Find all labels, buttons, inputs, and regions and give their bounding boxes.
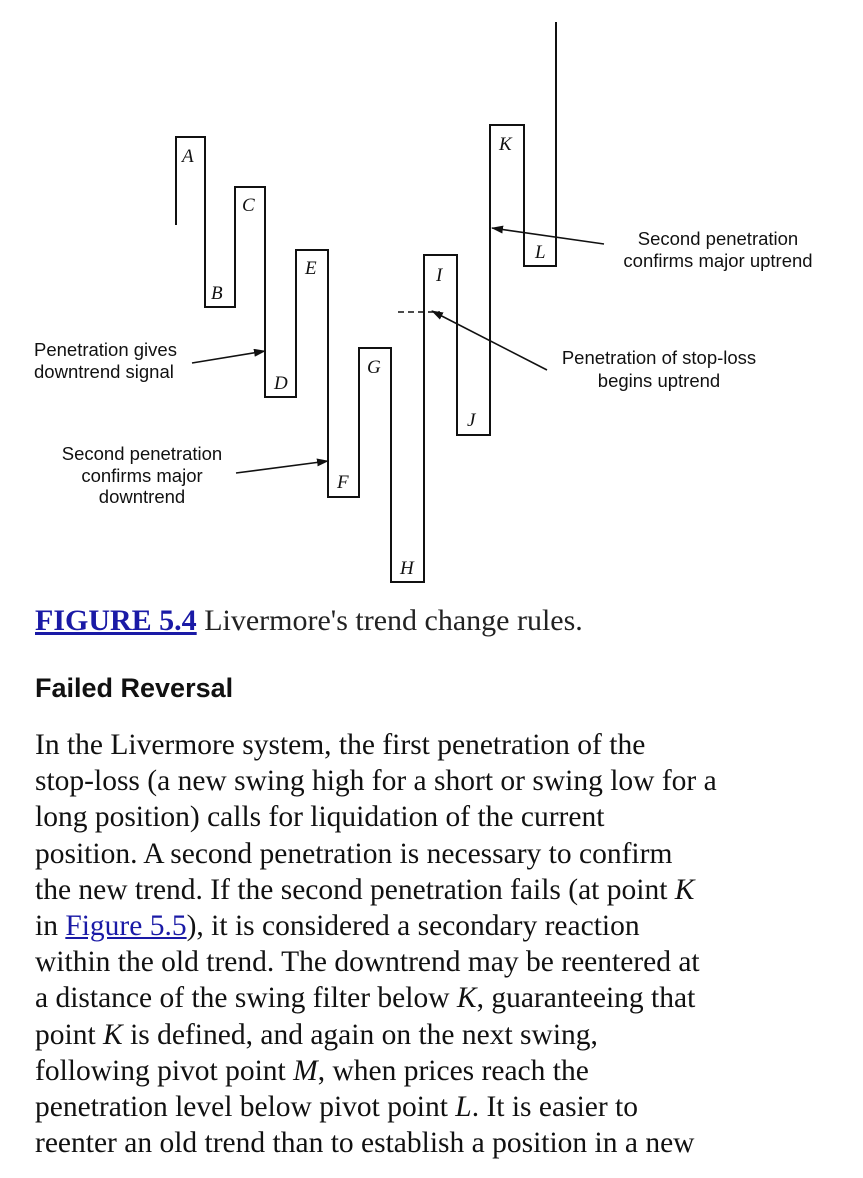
annotation-penetration-gives-1: Penetration gives [34,339,177,360]
annotation-second-pen-down-3: downtrend [98,486,186,507]
point-label-f: F [337,472,349,493]
annotation-stop-loss-1: Penetration of stop-loss [561,347,757,368]
point-label-g: G [367,357,381,378]
paragraph-line: following pivot point M, when prices reach the [35,1054,589,1087]
figure-link[interactable]: FIGURE 5.4 [35,604,197,637]
section-heading: Failed Reversal [35,673,234,703]
point-label-i: I [436,265,443,286]
arrow-second-pen-up [492,228,604,244]
paragraph-line: within the old trend. The downtrend may be reentered at [35,946,700,979]
annotation-second-pen-up-2: confirms major uptrend [623,250,813,271]
annotation-second-pen-down-2: confirms major [81,465,203,486]
paragraph-line: long position) calls for liquidation of the current [35,801,605,834]
annotation-stop-loss-2: begins uptrend [597,370,721,391]
annotation-second-pen-up-1: Second penetration [637,228,799,249]
arrow-penetration-gives [192,351,265,363]
point-label-e: E [305,258,317,279]
point-label-d: D [274,373,288,394]
annotation-penetration-gives-2: downtrend signal [34,361,174,382]
paragraph-line: the new trend. If the second penetration fails (at point K [35,873,695,906]
price-swing-path [176,22,556,582]
paragraph-line: a distance of the swing filter below K, guaranteeing that [35,982,696,1015]
paragraph-line: reenter an old trend than to establish a position in a new [35,1127,695,1160]
paragraph-line: point K is defined, and again on the next swing, [35,1018,598,1051]
figure-5-5-link[interactable]: Figure 5.5 [65,910,187,943]
annotation-second-pen-down-1: Second penetration [61,443,223,464]
paragraph-line: In the Livermore system, the first penetration of the [35,729,646,761]
paragraph-line: in Figure 5.5), it is considered a secondary reaction [35,910,640,943]
point-label-a: A [182,146,194,167]
body-paragraph [35,727,835,1161]
point-label-b: B [211,283,223,304]
paragraph-line: position. A second penetration is necessary to confirm [35,837,673,870]
point-label-j: J [467,410,476,431]
point-label-k: K [499,134,512,155]
point-label-h: H [400,558,414,579]
paragraph-line: stop-loss (a new swing high for a short or swing low for a [35,765,717,798]
figure-caption [35,604,583,638]
point-label-l: L [535,242,546,263]
point-label-c: C [242,195,255,216]
paragraph-line: penetration level below pivot point L. It is easier to [35,1091,639,1124]
caption-text: Livermore's trend change rules. [196,604,583,637]
arrow-second-pen-down [236,461,328,473]
